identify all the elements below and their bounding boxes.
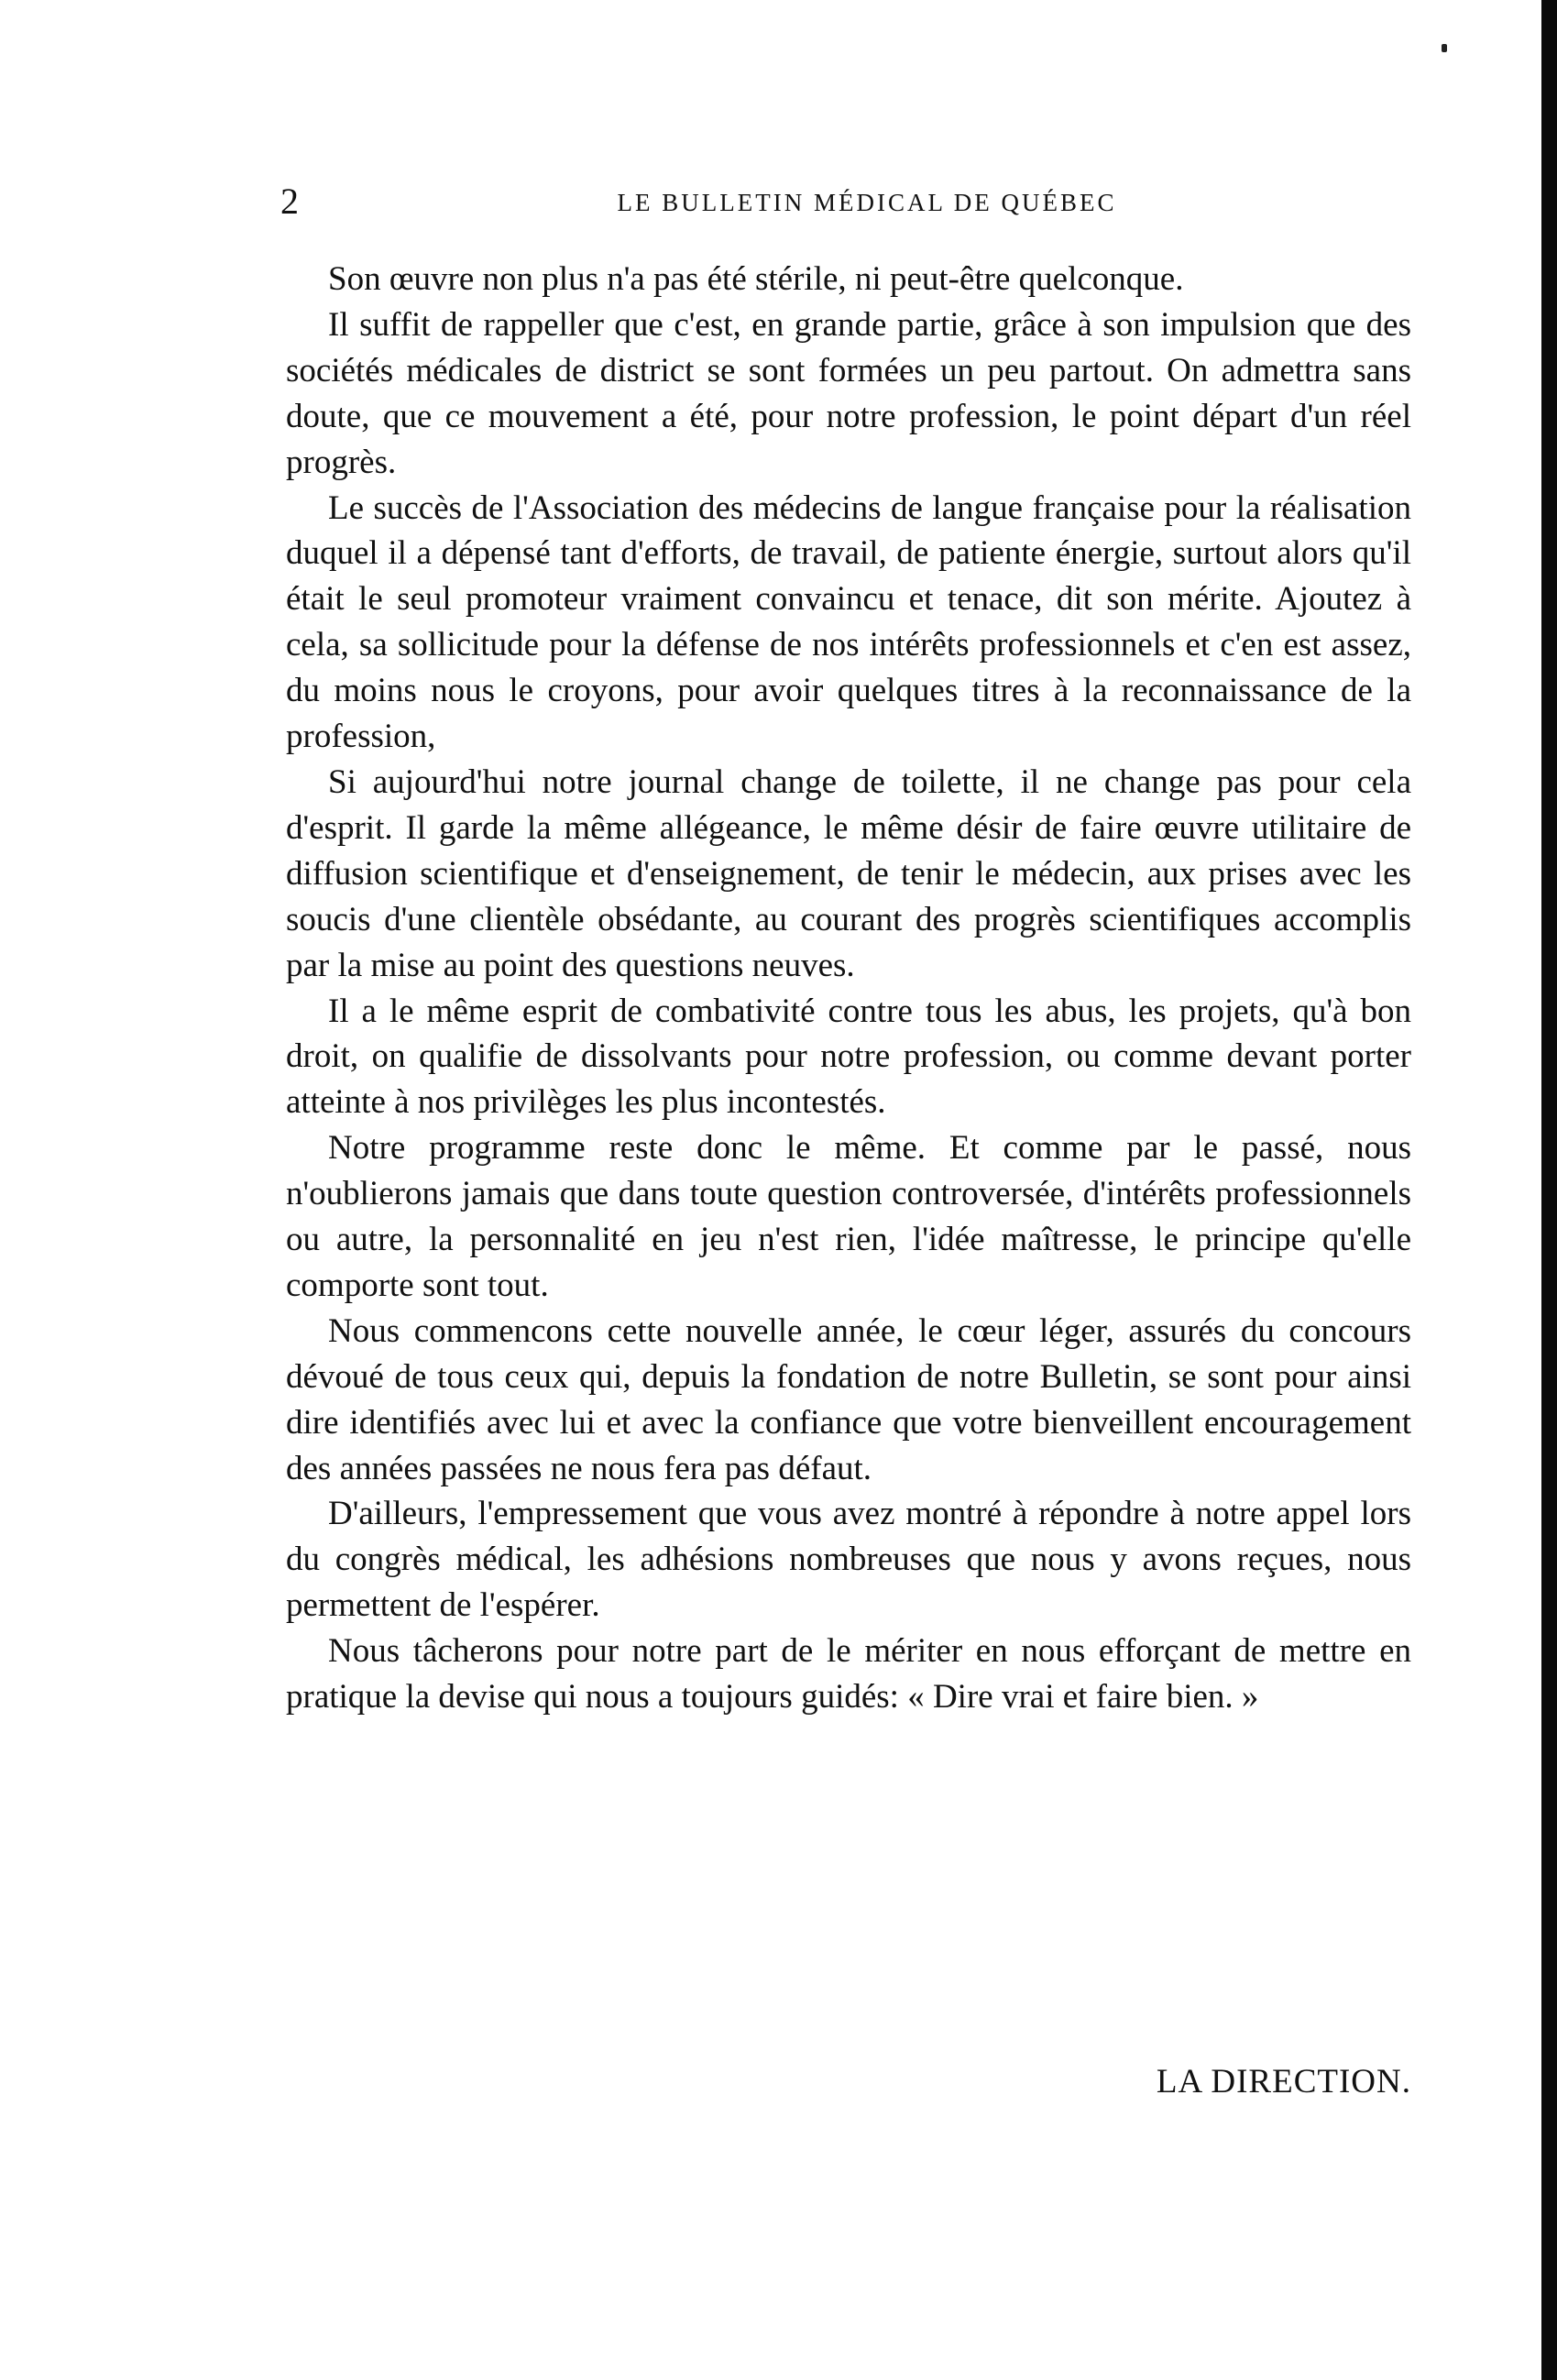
paragraph: Nous tâcherons pour notre part de le mériter en nous efforçant de mettre en pratique la devise qui nous a toujours guidés: « Dire vrai et faire bien. » <box>286 1632 1411 1716</box>
paragraph: Son œuvre non plus n'a pas été stérile, ni peut-être quelconque. <box>328 260 1184 298</box>
page-edge-rule <box>1541 0 1557 2380</box>
article-body <box>286 257 1411 1720</box>
page-number: 2 <box>280 181 299 222</box>
paragraph: Il a le même esprit de combativité contre tous les abus, les projets, qu'à bon droit, on qualifie de dissolvants pour notre profession, ou comme devant porter atteinte à nos privilèges les plus incontestés. <box>286 992 1411 1122</box>
scan-speck <box>1442 44 1447 52</box>
paragraph: Si aujourd'hui notre journal change de toilette, il ne change pas pour cela d'esprit. Il garde la même allégeance, le même désir de faire œuvre utilitaire de diffusion scientifique et d'enseignement, de tenir le médecin, aux prises avec les soucis d'une clientèle obsédante, au courant des progrès scientifiques accomplis par la mise au point des questions neuves. <box>286 762 1411 984</box>
paragraph: Le succès de l'Association des médecins de langue française pour la réalisation duquel il a dépensé tant d'efforts, de travail, de patiente énergie, surtout alors qu'il était le seul promoteur vraiment convaincu et tenace, dit son mérite. Ajoutez à cela, sa sollicitude pour la défense de nos intérêts professionnels et c'en est assez, du moins nous le croyons, pour avoir quelques titres à la reconnaissance de la profession, <box>286 488 1411 756</box>
signature <box>1036 2062 1411 2101</box>
paragraph: Nous commencons cette nouvelle année, le cœur léger, assurés du concours dévoué de tous ceux qui, depuis la fondation de notre Bulletin, se sont pour ainsi dire identifiés avec lui et avec la confiance que votre bienveillent encouragement des années passées ne nous fera pas défaut. <box>286 1311 1411 1487</box>
paragraph: D'ailleurs, l'empressement que vous avez montré à répondre à notre appel lors du congrès médical, les adhésions nombreuses que nous y avons reçues, nous permettent de l'espérer. <box>286 1495 1411 1625</box>
signature-text: LA DIRECTION. <box>1156 2063 1411 2100</box>
running-title: LE BULLETIN MÉDICAL DE QUÉBEC <box>617 189 1117 216</box>
paragraph: Notre programme reste donc le même. Et comme par le passé, nous n'oublierons jamais que dans toute question controversée, d'intérêts professionnels ou autre, la personnalité en jeu n'est rien, l'idée maîtresse, le principe qu'elle comporte sont tout. <box>286 1129 1411 1304</box>
paragraph: Il suffit de rappeller que c'est, en grande partie, grâce à son impulsion que des sociétés médicales de district se sont formées un peu partout. On admettra sans doute, que ce mouvement a été, pour notre profession, le point départ d'un réel progrès. <box>286 305 1411 481</box>
page-header <box>280 183 1417 220</box>
